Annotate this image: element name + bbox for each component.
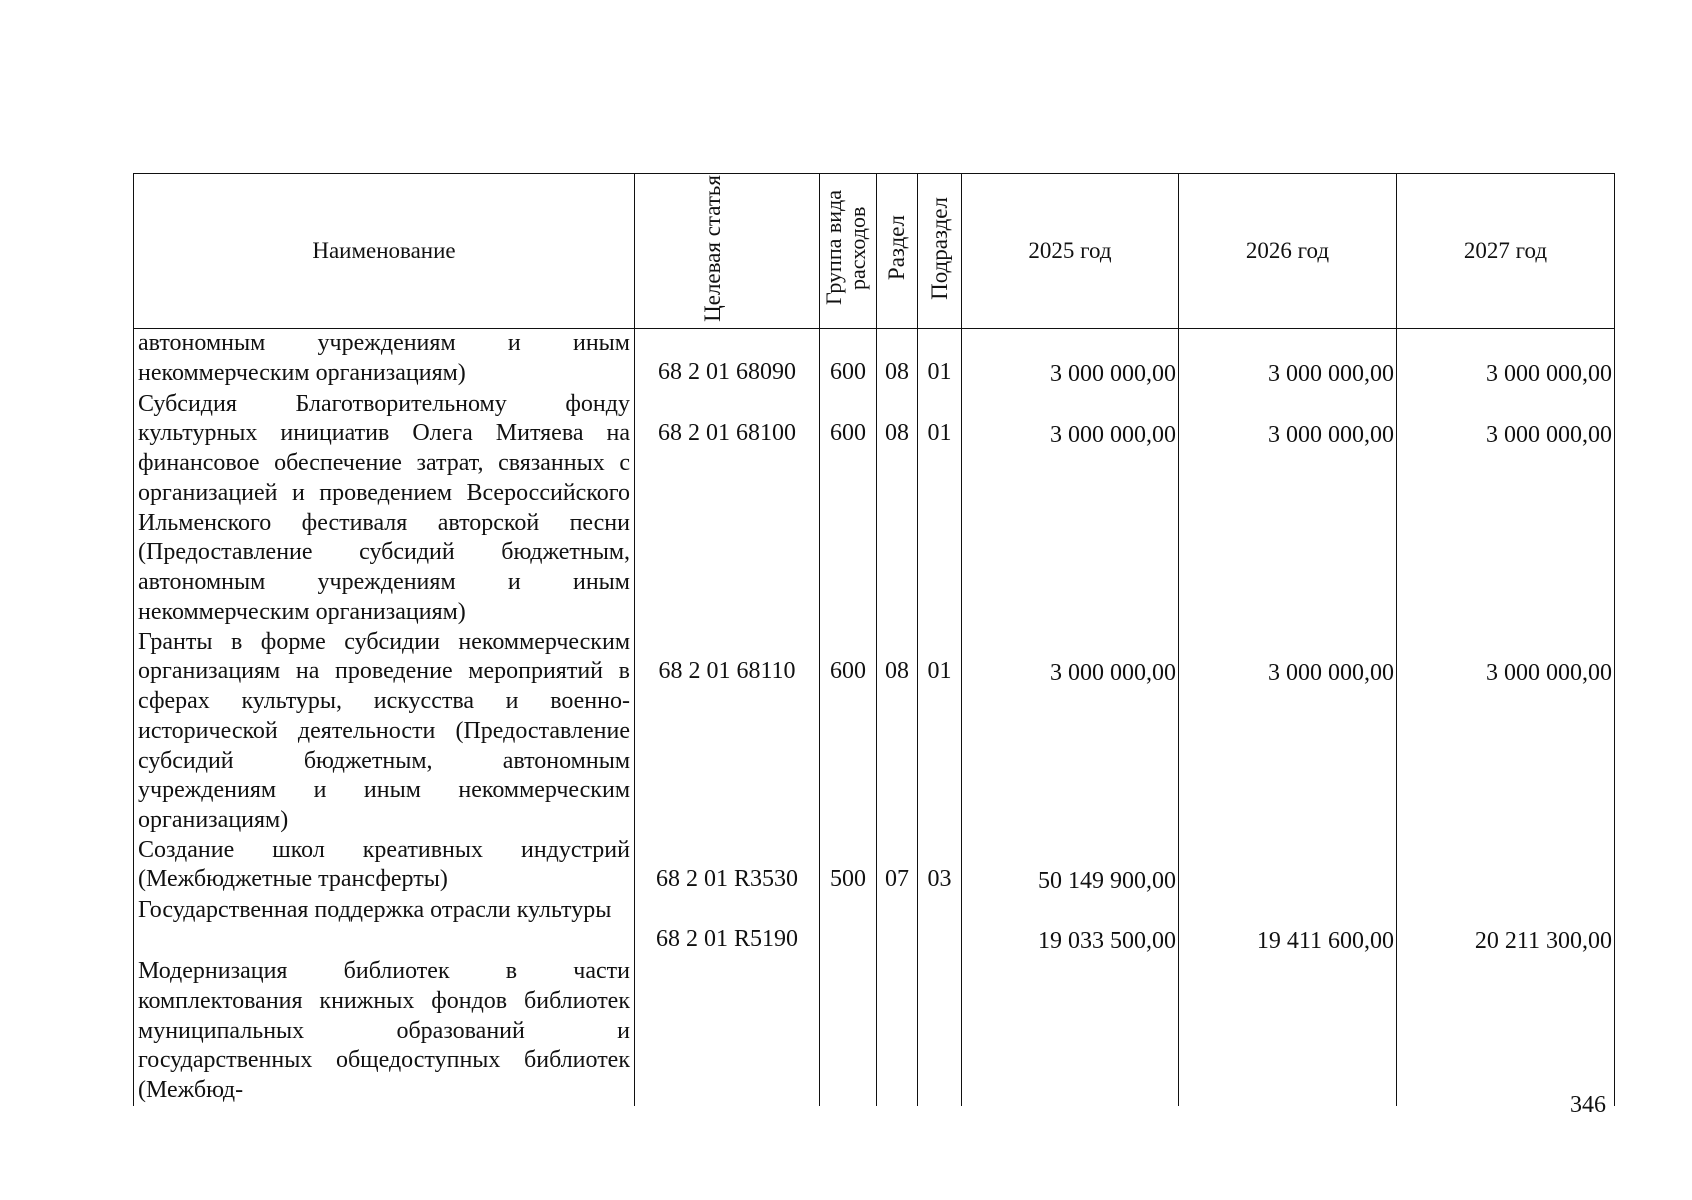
- header-year-2026: 2026 год: [1179, 174, 1397, 329]
- row-subsection: [918, 896, 962, 957]
- row-section: [877, 957, 918, 1106]
- budget-table: [133, 173, 1615, 1106]
- row-2026: 3 000 000,00: [1179, 329, 1397, 390]
- row-group: [820, 957, 877, 1106]
- row-2026: 19 411 600,00: [1179, 896, 1397, 957]
- header-subsection: Подраздел: [918, 174, 962, 329]
- row-section: 08: [877, 329, 918, 390]
- row-2027: [1397, 836, 1615, 897]
- row-2027: 20 211 300,00: [1397, 896, 1615, 957]
- page-number: 346: [1570, 1092, 1606, 1118]
- row-subsection: [918, 957, 962, 1106]
- row-code: 68 2 01 68090: [635, 329, 820, 390]
- row-subsection: 01: [918, 390, 962, 628]
- row-2025: 50 149 900,00: [962, 836, 1179, 897]
- row-group: 600: [820, 628, 877, 836]
- row-2027: 3 000 000,00: [1397, 390, 1615, 628]
- row-2025: 3 000 000,00: [962, 329, 1179, 390]
- row-2026: 3 000 000,00: [1179, 628, 1397, 836]
- row-code: [635, 957, 820, 1106]
- row-name: Субсидия Благотворительному фонду культурных инициатив Олега Митяева на финансовое обеспечение затрат, связанных с организацией и проведением Всероссийского Ильменского фестиваля авторской песни (Предоставление субсидий бюджетным, автономным учреждениям и иным некоммерческим организациям): [134, 390, 635, 628]
- row-name: Создание школ креативных индустрий (Межбюджетные трансферты): [134, 836, 635, 897]
- row-group: 600: [820, 390, 877, 628]
- row-name: Гранты в форме субсидии некоммерческим организациям на проведение мероприятий в сферах культуры, искусства и военно-исторической деятельности (Предоставление субсидий бюджетным, автономным учреждениям и иным некоммерческим организациям): [134, 628, 635, 836]
- header-year-2027: 2027 год: [1397, 174, 1615, 329]
- row-subsection: 01: [918, 628, 962, 836]
- header-expense-group: Группа вида расходов: [820, 174, 877, 329]
- header-name: Наименование: [134, 174, 635, 329]
- row-2027: 3 000 000,00: [1397, 329, 1615, 390]
- row-2025: 19 033 500,00: [962, 896, 1179, 957]
- row-2026: [1179, 836, 1397, 897]
- row-name: Государственная поддержка отрасли культуры: [134, 896, 635, 957]
- row-group: [820, 896, 877, 957]
- row-group: 600: [820, 329, 877, 390]
- table-row: [134, 896, 1615, 957]
- row-2026: [1179, 957, 1397, 1106]
- row-code: 68 2 01 R5190: [635, 896, 820, 957]
- table-row: [134, 957, 1615, 1106]
- row-2026: 3 000 000,00: [1179, 390, 1397, 628]
- row-section: 08: [877, 390, 918, 628]
- header-section: Раздел: [877, 174, 918, 329]
- row-2025: 3 000 000,00: [962, 628, 1179, 836]
- row-name: Модернизация библиотек в части комплектования книжных фондов библиотек муниципальных образований и государственных общедоступных библиотек (Межбюд-: [134, 957, 635, 1106]
- table-row: [134, 390, 1615, 628]
- row-2027: 3 000 000,00: [1397, 628, 1615, 836]
- table-row: [134, 836, 1615, 897]
- table-row: [134, 628, 1615, 836]
- row-section: [877, 896, 918, 957]
- row-2025: 3 000 000,00: [962, 390, 1179, 628]
- header-year-2025: 2025 год: [962, 174, 1179, 329]
- table-header-row: [134, 174, 1615, 329]
- header-target-article: Целевая статья: [635, 174, 820, 329]
- table-row: [134, 329, 1615, 390]
- row-code: 68 2 01 68100: [635, 390, 820, 628]
- row-code: 68 2 01 68110: [635, 628, 820, 836]
- row-name: автономным учреждениям и иным некоммерческим организациям): [134, 329, 635, 390]
- row-2025: [962, 957, 1179, 1106]
- row-section: 07: [877, 836, 918, 897]
- row-section: 08: [877, 628, 918, 836]
- row-code: 68 2 01 R3530: [635, 836, 820, 897]
- row-subsection: 03: [918, 836, 962, 897]
- row-2027: [1397, 957, 1615, 1106]
- row-subsection: 01: [918, 329, 962, 390]
- row-group: 500: [820, 836, 877, 897]
